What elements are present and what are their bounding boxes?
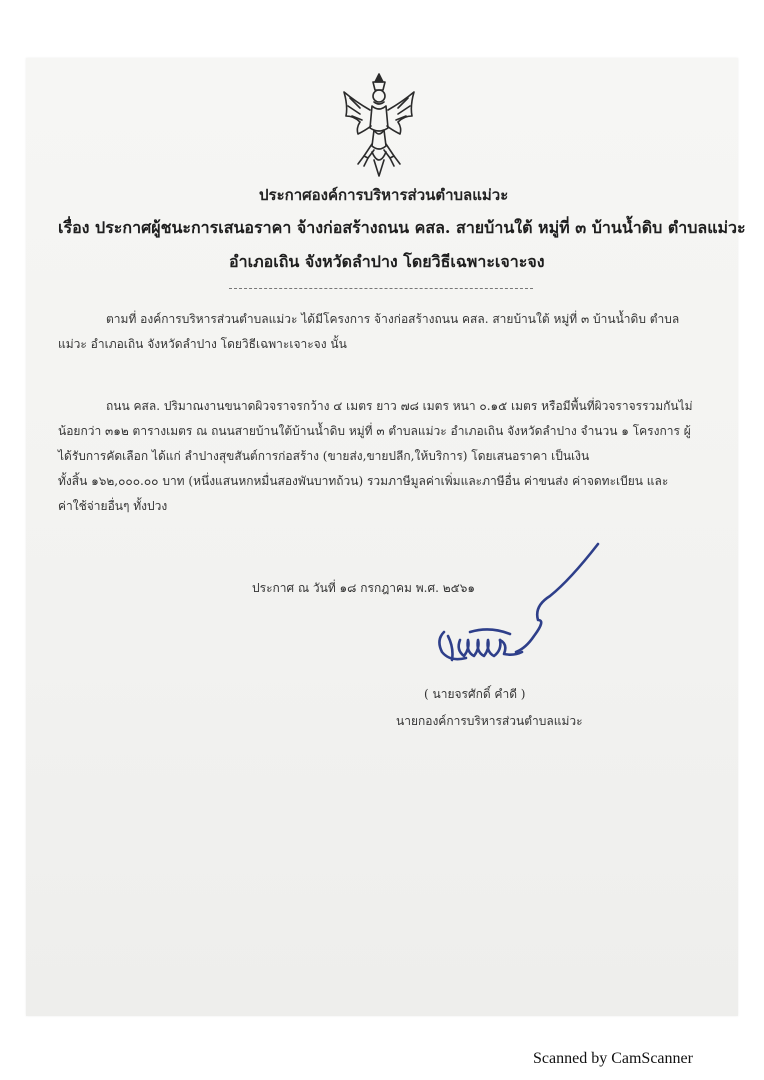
paragraph-2-line-3: ได้รับการคัดเลือก ได้แก่ ลำปางสุขสันต์การก่อสร้าง (ขายส่ง,ขายปลีก,ให้บริการ) โดยเสนอราคา เป็นเงิน (58, 449, 590, 463)
announcement-date: ประกาศ ณ วันที่ ๑๘ กรกฎาคม พ.ศ. ๒๕๖๑ (252, 581, 475, 595)
handwritten-signature (430, 540, 610, 670)
camscanner-watermark: Scanned by CamScanner (533, 1050, 693, 1067)
paragraph-2-line-5: ค่าใช้จ่ายอื่นๆ ทั้งปวง (58, 499, 168, 513)
org-header: ประกาศองค์การบริหารส่วนตำบลแม่วะ (259, 186, 509, 204)
paragraph-2-line-2: น้อยกว่า ๓๑๒ ตารางเมตร ณ ถนนสายบ้านใต้บ้านน้ำดิบ หมู่ที่ ๓ ตำบลแม่วะ อำเภอเถิน จังหวัดลำปาง จำนวน ๑ โครงการ ผู้ (58, 424, 691, 438)
signer-name: ( นายจรศักดิ์ คำดี ) (424, 687, 526, 701)
paragraph-2-line-4: ทั้งสิ้น ๑๖๒,๐๐๐.๐๐ บาท (หนึ่งแสนหกหมื่นสองพันบาทถ้วน) รวมภาษีมูลค่าเพิ่มและภาษีอื่น ค่าขนส่ง ค่าจดทะเบียน และ (58, 474, 669, 488)
subject-line-2: อำเภอเถิน จังหวัดลำปาง โดยวิธีเฉพาะเจาะจง (229, 252, 545, 271)
garuda-emblem-icon (338, 72, 420, 178)
separator-dashed-line (229, 288, 533, 289)
paragraph-2-line-1: ถนน คสล. ปริมาณงานขนาดผิวจราจรกว้าง ๔ เมตร ยาว ๗๘ เมตร หนา ๐.๑๕ เมตร หรือมีพื้นที่ผิวจราจรรวมกันไม่ (106, 399, 693, 413)
subject-line-1: เรื่อง ประกาศผู้ชนะการเสนอราคา จ้างก่อสร้างถนน คสล. สายบ้านใต้ หมู่ที่ ๓ บ้านน้ำดิบ ตำบลแม่วะ (58, 218, 746, 237)
signer-title: นายกองค์การบริหารส่วนตำบลแม่วะ (396, 714, 583, 728)
paragraph-1-line-1: ตามที่ องค์การบริหารส่วนตำบลแม่วะ ได้มีโครงการ จ้างก่อสร้างถนน คสล. สายบ้านใต้ หมู่ที่ ๓ บ้านน้ำดิบ ตำบล (106, 312, 680, 326)
paragraph-1-line-2: แม่วะ อำเภอเถิน จังหวัดลำปาง โดยวิธีเฉพาะเจาะจง นั้น (58, 337, 347, 351)
